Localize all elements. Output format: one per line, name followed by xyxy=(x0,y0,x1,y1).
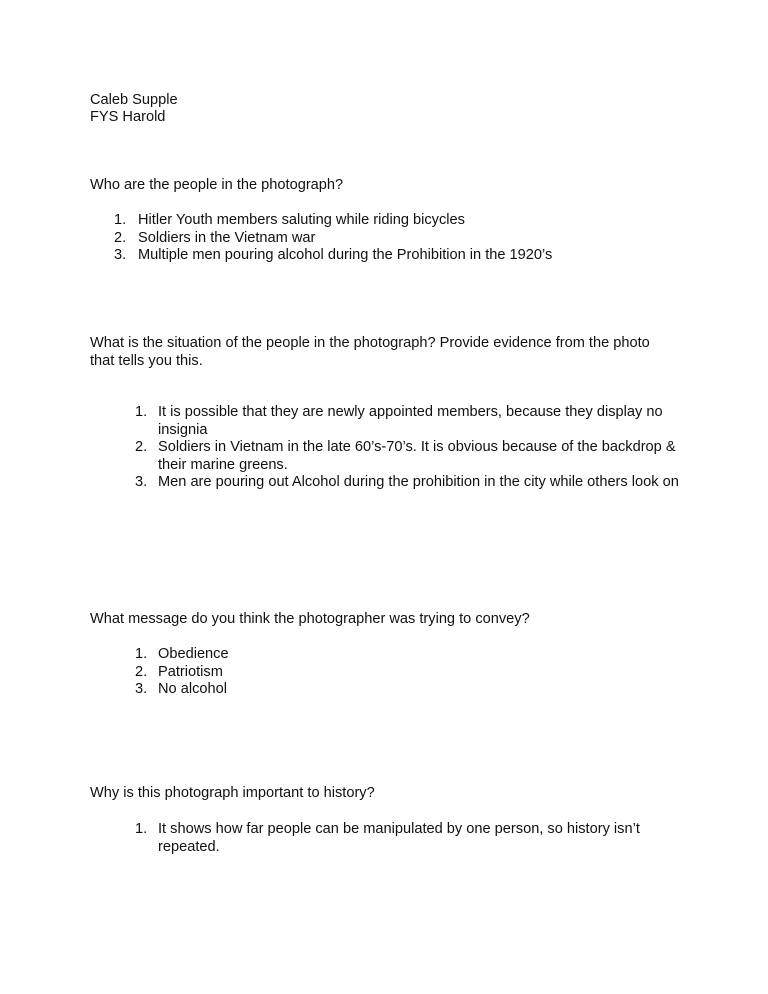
list-number: 3. xyxy=(114,247,127,263)
list-number: 2. xyxy=(114,229,127,246)
question-3-answers xyxy=(135,646,688,699)
answer-text: Soldiers in the Vietnam war xyxy=(138,229,316,246)
list-number: 2. xyxy=(135,439,148,455)
question-4-prompt: Why is this photograph important to history? xyxy=(90,785,375,801)
list-number: 3. xyxy=(135,474,148,490)
list-number: 1. xyxy=(135,646,148,662)
answer-text: Patriotism xyxy=(158,663,223,680)
answer-text: It shows how far people can be manipulated by one person, so history isn’t repeated. xyxy=(158,821,640,855)
list-number: 1. xyxy=(114,212,127,228)
list-item xyxy=(114,230,552,248)
list-number: 3. xyxy=(135,681,148,697)
question-1-answers xyxy=(114,212,552,265)
answer-text: Obedience xyxy=(158,646,229,662)
answer-text: Hitler Youth members saluting while riding bicycles xyxy=(138,212,465,228)
question-2-prompt-line-1: What is the situation of the people in the photograph? Provide evidence from the photo xyxy=(90,335,650,351)
question-1-prompt: Who are the people in the photograph? xyxy=(90,177,344,193)
question-4-answers xyxy=(135,821,688,856)
list-item xyxy=(135,474,688,492)
list-item xyxy=(114,247,552,265)
question-2-prompt-line-2: that tells you this. xyxy=(90,353,203,369)
answer-text: Multiple men pouring alcohol during the Prohibition in the 1920’s xyxy=(138,247,553,263)
list-number: 1. xyxy=(135,404,148,420)
answer-text: Soldiers in Vietnam in the late 60’s-70’s. It is obvious because of the backdrop & their marine greens. xyxy=(158,439,676,473)
answer-text: No alcohol xyxy=(158,681,227,697)
question-2-answers xyxy=(135,404,688,492)
author-name: Caleb Supple xyxy=(90,92,178,108)
list-item xyxy=(135,439,688,474)
list-number: 2. xyxy=(135,663,148,680)
list-item xyxy=(135,681,688,699)
list-item xyxy=(114,212,552,230)
answer-text: It is possible that they are newly appointed members, because they display no insignia xyxy=(158,404,663,438)
list-item xyxy=(135,646,688,664)
list-item xyxy=(135,664,688,682)
list-number: 1. xyxy=(135,821,148,837)
answer-text: Men are pouring out Alcohol during the prohibition in the city while others look on xyxy=(158,474,679,490)
list-item xyxy=(135,821,688,856)
question-3-prompt: What message do you think the photographer was trying to convey? xyxy=(90,611,530,627)
course-name: FYS Harold xyxy=(90,109,166,125)
list-item xyxy=(135,404,688,439)
